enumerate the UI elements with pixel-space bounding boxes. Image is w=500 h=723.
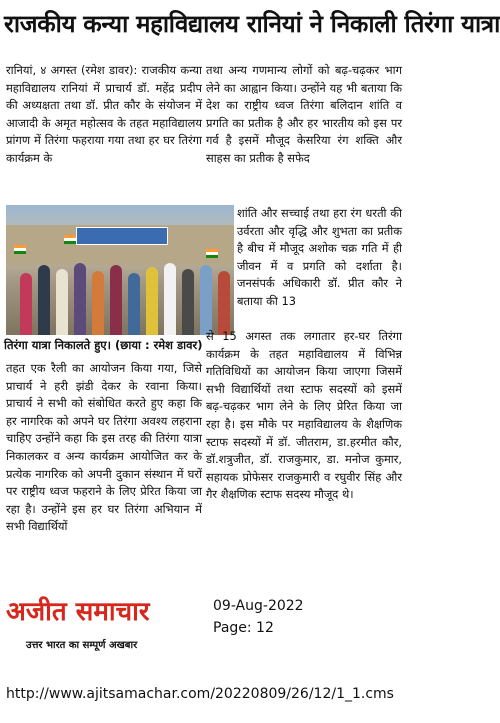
edition-page: Page: 12 bbox=[213, 620, 274, 636]
article-paragraph: तहत एक रैली का आयोजन किया गया, जिसे प्राचार्य ने हरी झंडी देकर के रवाना किया। प्राचार्य ने सभी को संबोधित करते हुए कहा कि हर नागरिक को अपने घर तिरंगा अवश्य लहराना चाहिए उन्होंने कहा कि इस तरह की तिरंगा यात्रा निकालकर व अन्य कार्यक्रम आयोजित कर के प्रत्येक नागरिक को अपनी दुकान संस्थान में घरों पर राष्ट्रीय ध्वज फहराने के लिए प्रेरित किया जा रहा है। उन्होंने इस हर घर तिरंगा अभियान में सभी विद्यार्थियों bbox=[6, 361, 202, 534]
article-paragraph: शांति और सच्चाई तथा हरा रंग धरती की उर्वरता और वृद्धि और शुभता का प्रतीक है बीच में मौजूद अशोक चक्र गति में ही जीवन में व प्रगति को दर्शाता है। जनसंपर्क अधिकारी डॉ. प्रीत कौर ने बताया की 13 bbox=[237, 206, 402, 308]
photo-person bbox=[56, 269, 68, 335]
article-paragraph: रानियां, ४ अगस्त (रमेश डावर): राजकीय कन्या महाविद्यालय रानियां में प्राचार्य डॉ. महेंद्र प्रदीप की अध्यक्षता तथा डॉ. प्रीत कौर के संयोजन में आजादी के अमृत महोत्सव के तहत महाविद्यालय प्रांगण में तिरंगा फहराया गया तथा हर घर तिरंगा कार्यक्रम के bbox=[6, 63, 202, 165]
photo-person bbox=[20, 273, 32, 335]
photo-person bbox=[38, 265, 50, 335]
newspaper-masthead bbox=[6, 597, 196, 651]
photo-person bbox=[110, 265, 122, 335]
flag-icon bbox=[64, 235, 76, 244]
flag-icon bbox=[14, 245, 26, 254]
photo-banner bbox=[76, 227, 168, 245]
article-column-left-bottom bbox=[6, 360, 202, 536]
footer-url[interactable]: http://www.ajitsamachar.com/20220809/26/12/1_1.cms bbox=[6, 686, 394, 702]
photo-caption: तिरंगा यात्रा निकालते हुए। (छाया : रमेश डावर) bbox=[4, 338, 203, 352]
rally-photo bbox=[6, 205, 234, 335]
article-paragraph: से 15 अगस्त तक लगातार हर-घर तिरंगा कार्यक्रम के तहत महाविद्यालय में विभिन्न गतिविधियों का आयोजन किया जाएगा जिसमें सभी विद्यार्थियों तथा स्टाफ सदस्यों को इसमें बढ़-चढ़कर भाग लेने के लिए प्रेरित किया जा रहा है। इस मौके पर महाविद्यालय के शैक्षणिक स्टाफ सदस्यों में डॉ. जीतराम, डा.हरमीत कौर, डॉ.शत्रुजीत, डॉ. राजकुमार, डा. मनोज कुमार, सहायक प्रोफेसर राजकुमारी व रघुवीर सिंह और गैर शैक्षणिक स्टाफ सदस्य मौजूद थे। bbox=[206, 329, 402, 502]
article-column-right-top bbox=[206, 62, 402, 168]
edition-date: 09-Aug-2022 bbox=[213, 598, 304, 614]
photo-person bbox=[164, 263, 176, 335]
article-column-right-bottom bbox=[206, 328, 402, 504]
photo-person bbox=[182, 269, 194, 335]
photo-person bbox=[74, 263, 86, 335]
newspaper-tagline: उत्तर भारत का सम्पूर्ण अखबार bbox=[26, 640, 138, 651]
photo-person bbox=[218, 271, 230, 335]
newspaper-logo: अजीत समाचार bbox=[6, 597, 150, 627]
flag-icon bbox=[206, 249, 218, 258]
article-paragraph: तथा अन्य गणमान्य लोगों को बढ़-चढ़कर भाग लेने का आह्वान किया। उन्होंने यह भी बताया कि देश का राष्ट्रीय ध्वज तिरंगा बलिदान शांति व प्रगति का प्रतीक है और हर भारतीय को इस पर गर्व है इसमें मौजूद केसरिया रंग शक्ति और साहस का प्रतीक है सफेद bbox=[206, 63, 402, 165]
photo-person bbox=[128, 273, 140, 335]
photo-person bbox=[92, 271, 104, 335]
article-column-left-top bbox=[6, 62, 202, 168]
article-column-right-mid bbox=[237, 205, 402, 311]
headline: राजकीय कन्या महाविद्यालय रानियां ने निकाली तिरंगा यात्रा bbox=[4, 10, 500, 38]
photo-person bbox=[200, 265, 212, 335]
photo-person bbox=[146, 267, 158, 335]
